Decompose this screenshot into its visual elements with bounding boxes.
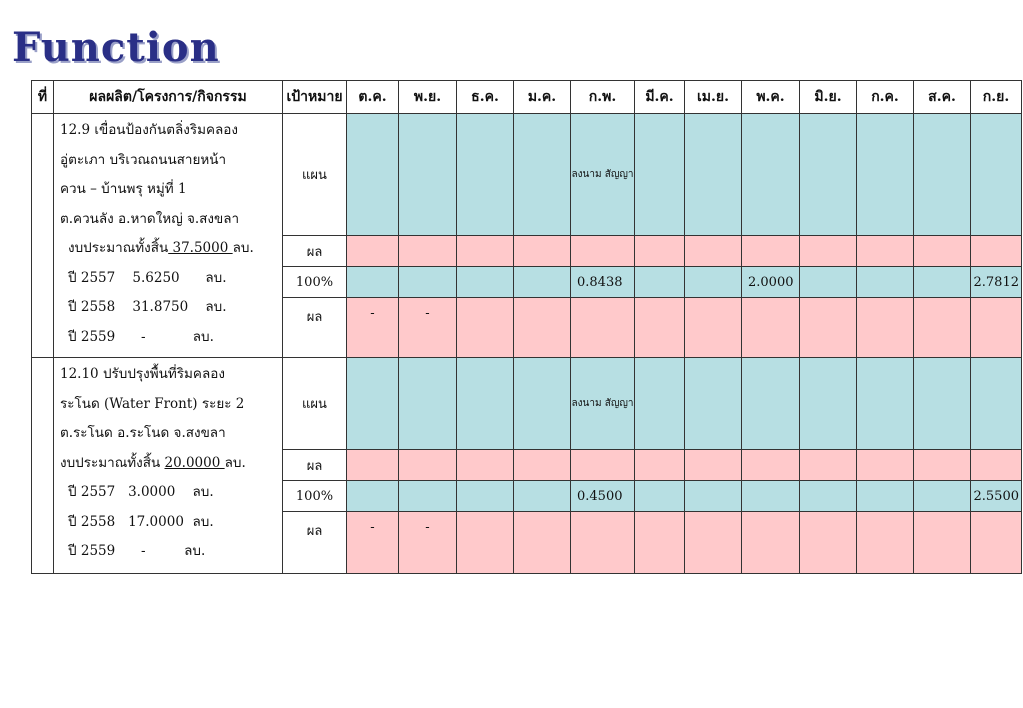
result-cell: [399, 450, 457, 481]
year-line: ปี 2558 17.0000 ลบ.: [68, 513, 214, 530]
page-title: Function: [12, 24, 220, 71]
plan-cell: [347, 358, 399, 450]
percent-label: 100%: [283, 267, 347, 298]
plan-cell: [399, 114, 457, 236]
project-line: อู่ตะเภา บริเวณถนนสายหน้า: [60, 151, 227, 168]
plan-value-cell: [914, 267, 971, 298]
header-month: ก.ค.: [857, 81, 914, 114]
plan-value-cell: [742, 481, 800, 512]
plan-cell: [457, 114, 514, 236]
plan-value-cell: [457, 481, 514, 512]
result-cell: [347, 450, 399, 481]
plan-cell: [971, 114, 1022, 236]
result-cell: [685, 298, 742, 358]
table-row: [32, 358, 1022, 450]
plan-cell: [742, 114, 800, 236]
result-label: ผล: [283, 450, 347, 481]
result-cell: [399, 236, 457, 267]
year-line: ปี 2559 - ลบ.: [68, 543, 206, 559]
result-cell: [347, 236, 399, 267]
header-no: ที่: [32, 81, 54, 114]
budget-prefix: งบประมาณทั้งสิ้น: [60, 454, 161, 471]
project-description: [54, 358, 283, 574]
plan-cell: [514, 114, 571, 236]
header-month: พ.ย.: [399, 81, 457, 114]
result-cell: [914, 236, 971, 267]
result-cell: [685, 512, 742, 574]
year-line: ปี 2557 3.0000 ลบ.: [68, 484, 214, 500]
result-cell: [742, 512, 800, 574]
result-cell: [800, 450, 857, 481]
header-month: ส.ค.: [914, 81, 971, 114]
result-cell: [571, 512, 635, 574]
result-cell: [742, 298, 800, 358]
year-line: ปี 2558 31.8750 ลบ.: [68, 299, 227, 315]
plan-cell: [685, 358, 742, 450]
dash-cell: -: [347, 512, 399, 574]
result-cell: [514, 450, 571, 481]
plan-value-cell: [514, 267, 571, 298]
project-line: ต.ควนลัง อ.หาดใหญ่ จ.สงขลา: [60, 210, 240, 227]
row-number-cell: [32, 114, 54, 358]
header-month: มิ.ย.: [800, 81, 857, 114]
result-label: ผล: [283, 236, 347, 267]
plan-value-cell: [800, 481, 857, 512]
result-cell: [571, 450, 635, 481]
budget-unit: ลบ.: [232, 240, 254, 256]
budget-unit: ลบ.: [224, 454, 246, 471]
result-cell: [857, 236, 914, 267]
result-cell: [457, 298, 514, 358]
plan-cell: [800, 358, 857, 450]
budget-amount: 37.5000: [168, 240, 233, 256]
result-cell: [635, 298, 685, 358]
plan-cell: [685, 114, 742, 236]
plan-cell: [857, 358, 914, 450]
plan-value-cell: [635, 267, 685, 298]
plan-value-cell: [857, 267, 914, 298]
result-cell: [800, 298, 857, 358]
budget-line: [58, 234, 282, 264]
result-cell: [914, 512, 971, 574]
result-cell: [914, 450, 971, 481]
header-month: ก.ย.: [971, 81, 1022, 114]
header-month: ธ.ค.: [457, 81, 514, 114]
result-cell: [514, 236, 571, 267]
plan-cell: [457, 358, 514, 450]
result-cell: [971, 236, 1022, 267]
result-cell: [742, 450, 800, 481]
dash-cell: -: [399, 512, 457, 574]
plan-value-cell: [399, 267, 457, 298]
dash-cell: -: [399, 298, 457, 358]
project-line: ระโนด (Water Front) ระยะ 2: [60, 395, 245, 412]
result-cell: [635, 236, 685, 267]
result-cell: [685, 450, 742, 481]
value-feb: 0.4500: [571, 481, 635, 512]
plan-cell: [399, 358, 457, 450]
project-line: ต.ระโนด อ.ระโนด จ.สงขลา: [60, 425, 226, 441]
result-cell: [971, 298, 1022, 358]
plan-value-cell: [399, 481, 457, 512]
project-line: 12.10 ปรับปรุงพื้นที่ริมคลอง: [60, 366, 225, 382]
result-cell: [685, 236, 742, 267]
result-cell: [514, 298, 571, 358]
plan-cell: [742, 358, 800, 450]
value-feb: 0.8438: [571, 267, 635, 298]
plan-label: แผน: [283, 358, 347, 450]
dash-cell: -: [347, 298, 399, 358]
result-cell: [635, 450, 685, 481]
plan-cell: [635, 114, 685, 236]
header-month: ต.ค.: [347, 81, 399, 114]
plan-cell: [914, 114, 971, 236]
result-cell: [457, 236, 514, 267]
header-item: ผลผลิต/โครงการ/กิจกรรม: [54, 81, 283, 114]
plan-value-cell: [347, 267, 399, 298]
plan-cell: [971, 358, 1022, 450]
sign-contract-note: ลงนาม สัญญา: [571, 358, 635, 450]
plan-cell: [347, 114, 399, 236]
project-description: [54, 114, 283, 358]
result-cell: [635, 512, 685, 574]
plan-value-cell: [857, 481, 914, 512]
sign-contract-note: ลงนาม สัญญา: [571, 114, 635, 236]
result-label: ผล: [283, 298, 347, 358]
result-cell: [971, 512, 1022, 574]
plan-cell: [914, 358, 971, 450]
budget-line: [58, 449, 282, 479]
value-sep: 2.5500: [971, 481, 1022, 512]
plan-value-cell: [685, 481, 742, 512]
plan-value-cell: [457, 267, 514, 298]
header-row: [32, 81, 1022, 114]
result-cell: [457, 512, 514, 574]
budget-prefix: งบประมาณทั้งสิ้น: [68, 240, 169, 256]
result-cell: [800, 512, 857, 574]
value-sep: 2.7812: [971, 267, 1022, 298]
result-label: ผล: [283, 512, 347, 574]
result-cell: [457, 450, 514, 481]
year-line: ปี 2557 5.6250 ลบ.: [68, 269, 227, 286]
result-cell: [800, 236, 857, 267]
table-row: [32, 114, 1022, 236]
header-month: พ.ค.: [742, 81, 800, 114]
header-month: มี.ค.: [635, 81, 685, 114]
result-cell: [742, 236, 800, 267]
result-cell: [571, 236, 635, 267]
project-line: ควน – บ้านพรุ หมู่ที่ 1: [60, 181, 187, 197]
plan-value-cell: [914, 481, 971, 512]
header-month: ก.พ.: [571, 81, 635, 114]
result-cell: [514, 512, 571, 574]
plan-cell: [857, 114, 914, 236]
plan-cell: [514, 358, 571, 450]
plan-value-cell: [635, 481, 685, 512]
result-cell: [971, 450, 1022, 481]
plan-label: แผน: [283, 114, 347, 236]
header-month: ม.ค.: [514, 81, 571, 114]
plan-cell: [800, 114, 857, 236]
header-month: เม.ย.: [685, 81, 742, 114]
result-cell: [857, 512, 914, 574]
result-cell: [914, 298, 971, 358]
row-number-cell: [32, 358, 54, 574]
plan-value-cell: [347, 481, 399, 512]
budget-amount: 20.0000: [164, 454, 225, 471]
plan-cell: [635, 358, 685, 450]
result-cell: [857, 450, 914, 481]
year-line: ปี 2559 - ลบ.: [68, 328, 214, 345]
plan-value-cell: [514, 481, 571, 512]
plan-value-cell: [685, 267, 742, 298]
schedule-table: [31, 80, 1022, 574]
percent-label: 100%: [283, 481, 347, 512]
value-may: 2.0000: [742, 267, 800, 298]
result-cell: [857, 298, 914, 358]
header-target: เป้าหมาย: [283, 81, 347, 114]
project-line: 12.9 เขื่อนป้องกันตลิ่งริมคลอง: [60, 122, 238, 138]
result-cell: [571, 298, 635, 358]
plan-value-cell: [800, 267, 857, 298]
